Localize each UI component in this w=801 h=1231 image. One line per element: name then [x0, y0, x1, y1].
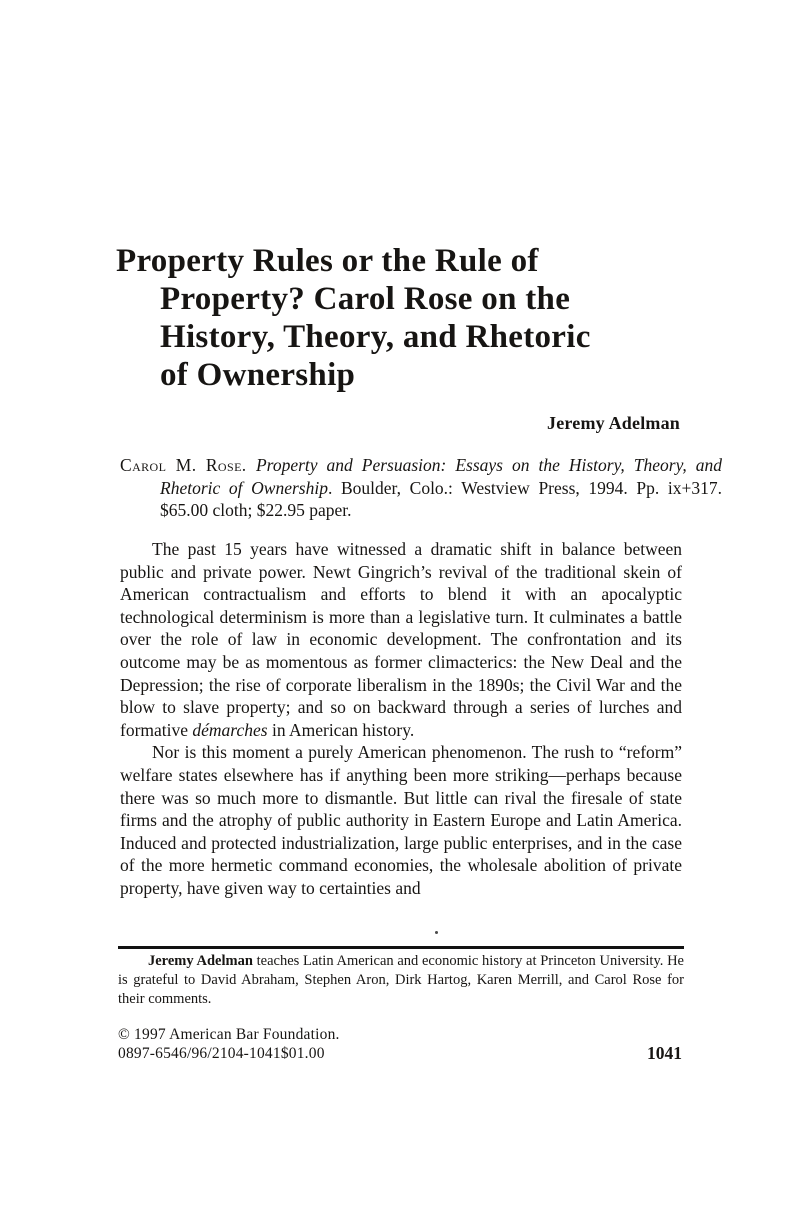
paragraph-1-italic-word: démarches — [192, 719, 268, 740]
copyright-line: © 1997 American Bar Foundation. — [118, 1026, 340, 1043]
review-body — [120, 538, 682, 900]
article-title-line-4: of Ownership — [160, 357, 356, 393]
page-number: 1041 — [647, 1043, 682, 1063]
body-paragraph-2: Nor is this moment a purely American phenomenon. The rush to “reform” welfare states elsewhere has if anything been more striking—perhaps because there was so much more to dismantle. But little can rival the firesale of state firms and the atrophy of public authority in Eastern Europe and Latin America. Induced and protected industrialization, large public enterprises, and in the case of the more hermetic command economies, the wholesale abolition of private property, have given way to certainties and — [120, 742, 682, 898]
author-byline: Jeremy Adelman — [547, 413, 680, 433]
footnote-body-text: teaches Latin American and economic history at Princeton University. He is grateful to David Abraham, Stephen Aron, Dirk Hartog, Karen Merrill, and Carol Rose for their comments. — [118, 953, 684, 1007]
paragraph-1-text-end: in American history. — [267, 719, 415, 740]
issn-line: 0897-6546/96/2104-1041$01.00 — [118, 1045, 325, 1062]
book-citation — [120, 454, 722, 522]
article-title-line-1: Property Rules or the Rule of — [116, 243, 539, 279]
footnote-divider-rule — [118, 946, 684, 949]
body-paragraph-1 — [120, 538, 682, 741]
citation-author-name: Carol M. Rose. — [120, 455, 256, 475]
citation-book-title: Property and Persuasion: Essays on the History, Theory, and Rhetoric of Ownership — [160, 455, 722, 498]
ink-speck — [435, 931, 438, 934]
article-title-line-2: Property? Carol Rose on the — [160, 281, 571, 317]
footnote-author-name: Jeremy Adelman — [148, 953, 253, 969]
article-title — [116, 242, 661, 394]
citation-publication-details: . Boulder, Colo.: Westview Press, 1994. Pp. ix+317. $65.00 cloth; $22.95 paper. — [160, 477, 722, 520]
paragraph-1-text: The past 15 years have witnessed a dramatic shift in balance between public and private power. Newt Gingrich’s revival of the traditional skein of American contractualism and efforts to blend it with an apocalyptic technological determinism is more than a legislative turn. It culminates a battle over the role of law in economic development. The confrontation and its outcome may be as momentous as former climacterics: the New Deal and the Depression; the rise of corporate liberalism in the 1890s; the Civil War and the blow to slave property; and so on backward through a series of lurches and formative — [120, 539, 682, 740]
article-title-line-3: History, Theory, and Rhetoric — [160, 319, 591, 355]
footnote-text — [118, 952, 684, 1009]
author-footnote — [118, 952, 684, 1009]
